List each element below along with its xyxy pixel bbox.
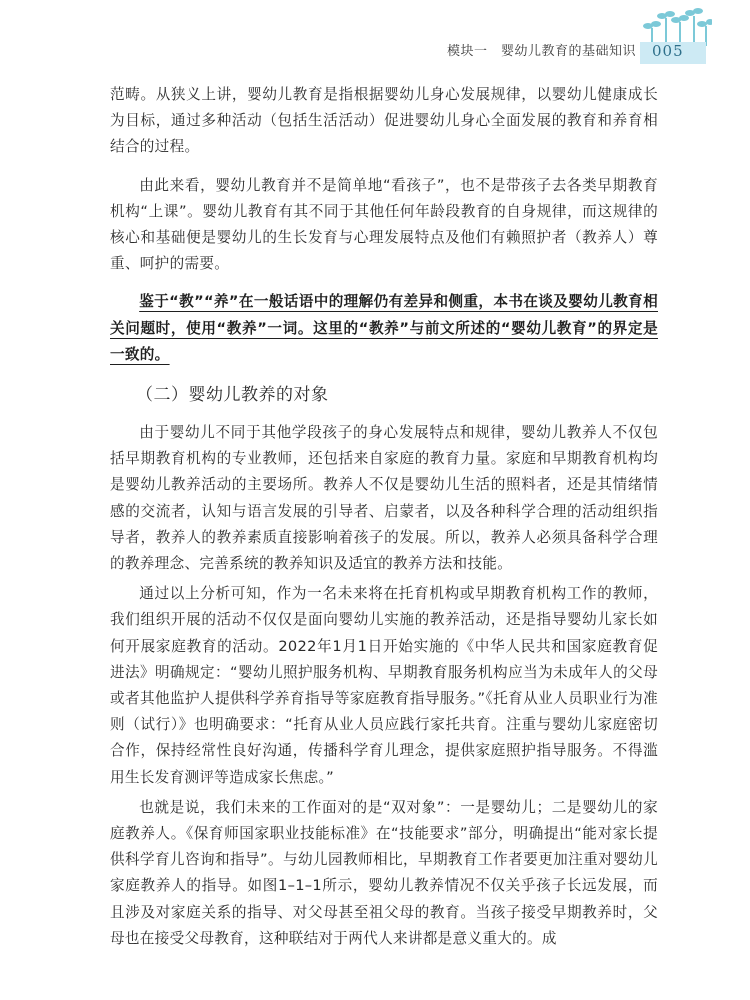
chapter-title: 模块一 婴幼儿教育的基础知识 [446,44,636,59]
section-heading: （二）婴幼儿教养的对象 [136,385,329,406]
paragraph-1: 范畴。从狭义上讲，婴幼儿教育是指根据婴幼儿身心发展规律，以婴幼儿健康成长为目标，通过多种活动（包括生活活动）促进婴幼儿身心全面发展的教育和养育相结合的过程。 [110,86,658,156]
paragraph-2: 由此来看，婴幼儿教育并不是简单地“看孩子”，也不是带孩子去各类早期教育机构“上课”。婴幼儿教育有其不同于其他任何年龄段教育的自身规律，而这规律的核心和基础便是婴幼儿的生长发育与心理发展特点及他们有赖照护者（教养人）尊重、呵护的需要。 [110,176,658,273]
page-number: 005 [652,42,684,60]
paragraph-6: 也就是说，我们未来的工作面对的是“双对象”：一是婴幼儿；二是婴幼儿的家庭教养人。《保育师国家职业技能标准》在“技能要求”部分，明确提出“能对家长提供科学育儿咨询和指导”。与幼儿园教师相比，早期教育工作者要更加注重对婴幼儿家庭教养人的指导。如图1–1–1所示，婴幼儿教养情况不仅关乎孩子长远发展，而且涉及对家庭关系的指导、对父母甚至祖父母的教育。当孩子接受早期教养时，父母也在接受父母教育，这种联结对于两代人来讲都是意义重大的。成 [110,798,658,947]
page-body [110,82,658,952]
page-header [0,0,750,70]
sprout-decoration-icon [640,6,712,46]
paragraph-3-emphasis: 鉴于“教”“养”在一般话语中的理解仍有差异和侧重，本书在谈及婴幼儿教育相关问题时，使用“教养”一词。这里的“教养”与前文所述的“婴幼儿教育”的界定是一致的。 [110,293,658,363]
paragraph-5: 通过以上分析可知，作为一名未来将在托育机构或早期教育机构工作的教师，我们组织开展的活动不仅仅是面向婴幼儿实施的教养活动，还是指导婴幼儿家长如何开展家庭教育的活动。2022年1月1日开始实施的《中华人民共和国家庭教育促进法》明确规定：“婴幼儿照护服务机构、早期教育服务机构应当为未成年人的父母或者其他监护人提供科学养育指导等家庭教育指导服务。”《托育从业人员职业行为准则（试行）》也明确要求：“托育从业人员应践行家托共育。注重与婴幼儿家庭密切合作，保持经常性良好沟通，传播科学育儿理念，提供家庭照护指导服务。不得滥用生长发育测评等造成家长焦虑。” [110,585,658,786]
paragraph-4: 由于婴幼儿不同于其他学段孩子的身心发展特点和规律，婴幼儿教养人不仅包括早期教育机构的专业教师，还包括来自家庭的教育力量。家庭和早期教育机构均是婴幼儿教养活动的主要场所。教养人不仅是婴幼儿生活的照料者，还是其情绪情感的交流者，认知与语言发展的引导者、启蒙者，以及各种科学合理的活动组织指导者，教养人的教养素质直接影响着孩子的发展。所以，教养人必须具备科学合理的教养理念、完善系统的教养知识及适宜的教养方法和技能。 [110,424,658,573]
